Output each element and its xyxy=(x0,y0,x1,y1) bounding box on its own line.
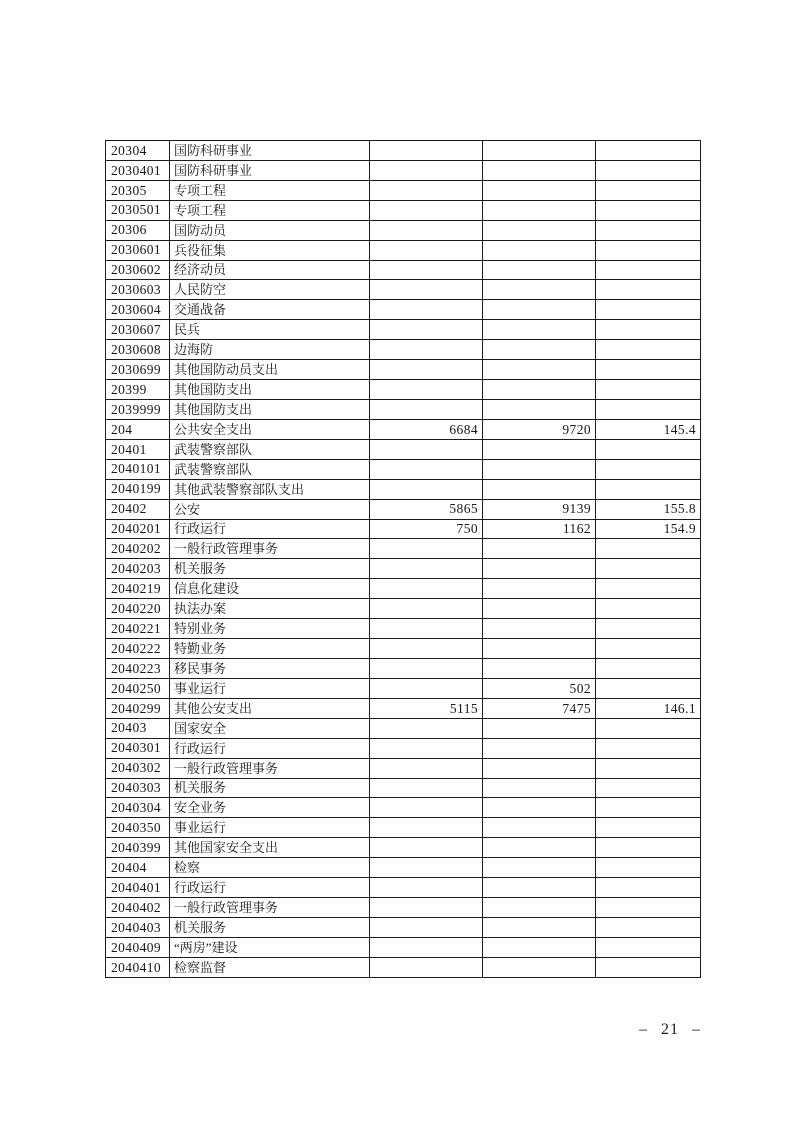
table-row xyxy=(106,619,701,639)
table-row xyxy=(106,539,701,559)
table-row xyxy=(106,180,701,200)
table-row xyxy=(106,499,701,519)
code-cell: 2040202 xyxy=(106,539,170,559)
code-cell: 2040303 xyxy=(106,778,170,798)
code-cell: 2030699 xyxy=(106,360,170,380)
ratio-value-cell xyxy=(596,240,701,260)
code-cell: 20403 xyxy=(106,718,170,738)
adjusted-value-cell xyxy=(483,858,596,878)
item-name-cell: 安全业务 xyxy=(170,798,370,818)
item-name-cell: 行政运行 xyxy=(170,519,370,539)
budget-value-cell xyxy=(370,619,483,639)
adjusted-value-cell xyxy=(483,300,596,320)
ratio-value-cell xyxy=(596,160,701,180)
item-name-cell: 专项工程 xyxy=(170,180,370,200)
adjusted-value-cell xyxy=(483,559,596,579)
budget-value-cell xyxy=(370,858,483,878)
table-row xyxy=(106,479,701,499)
table-row xyxy=(106,778,701,798)
budget-value-cell: 5115 xyxy=(370,698,483,718)
item-name-cell: 其他武装警察部队支出 xyxy=(170,479,370,499)
table-row xyxy=(106,360,701,380)
table-row xyxy=(106,658,701,678)
budget-value-cell xyxy=(370,141,483,161)
adjusted-value-cell xyxy=(483,838,596,858)
item-name-cell: 兵役征集 xyxy=(170,240,370,260)
table-row xyxy=(106,380,701,400)
budget-value-cell xyxy=(370,957,483,977)
budget-value-cell xyxy=(370,758,483,778)
adjusted-value-cell: 9720 xyxy=(483,419,596,439)
adjusted-value-cell xyxy=(483,360,596,380)
code-cell: 20306 xyxy=(106,220,170,240)
budget-value-cell xyxy=(370,399,483,419)
table-row xyxy=(106,698,701,718)
table-row xyxy=(106,260,701,280)
table-row xyxy=(106,917,701,937)
ratio-value-cell xyxy=(596,838,701,858)
budget-value-cell xyxy=(370,639,483,659)
adjusted-value-cell xyxy=(483,280,596,300)
adjusted-value-cell xyxy=(483,957,596,977)
budget-value-cell xyxy=(370,798,483,818)
adjusted-value-cell xyxy=(483,380,596,400)
budget-value-cell xyxy=(370,180,483,200)
adjusted-value-cell xyxy=(483,320,596,340)
code-cell: 20404 xyxy=(106,858,170,878)
adjusted-value-cell xyxy=(483,200,596,220)
table-row xyxy=(106,160,701,180)
budget-value-cell: 6684 xyxy=(370,419,483,439)
item-name-cell: 信息化建设 xyxy=(170,579,370,599)
adjusted-value-cell xyxy=(483,240,596,260)
table-row xyxy=(106,459,701,479)
item-name-cell: 交通战备 xyxy=(170,300,370,320)
budget-value-cell xyxy=(370,539,483,559)
table-row xyxy=(106,718,701,738)
ratio-value-cell xyxy=(596,141,701,161)
ratio-value-cell xyxy=(596,917,701,937)
adjusted-value-cell: 502 xyxy=(483,678,596,698)
ratio-value-cell: 154.9 xyxy=(596,519,701,539)
adjusted-value-cell xyxy=(483,260,596,280)
item-name-cell: 边海防 xyxy=(170,340,370,360)
ratio-value-cell xyxy=(596,619,701,639)
budget-value-cell xyxy=(370,678,483,698)
table-row xyxy=(106,838,701,858)
code-cell: 2040401 xyxy=(106,878,170,898)
budget-value-cell: 750 xyxy=(370,519,483,539)
item-name-cell: 国家安全 xyxy=(170,718,370,738)
code-cell: 2040403 xyxy=(106,917,170,937)
budget-value-cell xyxy=(370,599,483,619)
adjusted-value-cell xyxy=(483,399,596,419)
adjusted-value-cell xyxy=(483,459,596,479)
table-row xyxy=(106,220,701,240)
ratio-value-cell xyxy=(596,818,701,838)
ratio-value-cell xyxy=(596,579,701,599)
table-row xyxy=(106,240,701,260)
code-cell: 20399 xyxy=(106,380,170,400)
table-row xyxy=(106,200,701,220)
budget-value-cell xyxy=(370,320,483,340)
table-row xyxy=(106,738,701,758)
code-cell: 2040199 xyxy=(106,479,170,499)
budget-value-cell xyxy=(370,718,483,738)
adjusted-value-cell xyxy=(483,798,596,818)
item-name-cell: 专项工程 xyxy=(170,200,370,220)
ratio-value-cell xyxy=(596,479,701,499)
item-name-cell: 检察监督 xyxy=(170,957,370,977)
ratio-value-cell xyxy=(596,758,701,778)
budget-value-cell xyxy=(370,300,483,320)
code-cell: 2030608 xyxy=(106,340,170,360)
item-name-cell: 国防科研事业 xyxy=(170,141,370,161)
table-row xyxy=(106,141,701,161)
code-cell: 2030603 xyxy=(106,280,170,300)
ratio-value-cell xyxy=(596,439,701,459)
item-name-cell: 机关服务 xyxy=(170,559,370,579)
code-cell: 2040302 xyxy=(106,758,170,778)
table-row xyxy=(106,957,701,977)
item-name-cell: 人民防空 xyxy=(170,280,370,300)
code-cell: 2030501 xyxy=(106,200,170,220)
budget-value-cell xyxy=(370,479,483,499)
budget-value-cell xyxy=(370,898,483,918)
adjusted-value-cell xyxy=(483,160,596,180)
budget-value-cell xyxy=(370,818,483,838)
budget-value-cell xyxy=(370,240,483,260)
adjusted-value-cell xyxy=(483,599,596,619)
ratio-value-cell: 145.4 xyxy=(596,419,701,439)
adjusted-value-cell xyxy=(483,639,596,659)
code-cell: 2040203 xyxy=(106,559,170,579)
code-cell: 2040402 xyxy=(106,898,170,918)
adjusted-value-cell xyxy=(483,141,596,161)
item-name-cell: 国防科研事业 xyxy=(170,160,370,180)
adjusted-value-cell: 9139 xyxy=(483,499,596,519)
table-row xyxy=(106,798,701,818)
adjusted-value-cell xyxy=(483,937,596,957)
item-name-cell: 国防动员 xyxy=(170,220,370,240)
ratio-value-cell xyxy=(596,658,701,678)
adjusted-value-cell xyxy=(483,340,596,360)
table-row xyxy=(106,937,701,957)
adjusted-value-cell xyxy=(483,579,596,599)
ratio-value-cell xyxy=(596,718,701,738)
item-name-cell: 公安 xyxy=(170,499,370,519)
code-cell: 20401 xyxy=(106,439,170,459)
item-name-cell: 一般行政管理事务 xyxy=(170,758,370,778)
code-cell: 2040409 xyxy=(106,937,170,957)
item-name-cell: 其他国防支出 xyxy=(170,399,370,419)
table-row xyxy=(106,419,701,439)
ratio-value-cell xyxy=(596,280,701,300)
page-number: – 21 – xyxy=(639,1021,701,1038)
ratio-value-cell xyxy=(596,878,701,898)
budget-value-cell xyxy=(370,658,483,678)
budget-value-cell xyxy=(370,380,483,400)
ratio-value-cell xyxy=(596,559,701,579)
ratio-value-cell xyxy=(596,459,701,479)
table-row xyxy=(106,280,701,300)
code-cell: 2040350 xyxy=(106,818,170,838)
ratio-value-cell: 155.8 xyxy=(596,499,701,519)
ratio-value-cell xyxy=(596,260,701,280)
adjusted-value-cell xyxy=(483,898,596,918)
budget-value-cell xyxy=(370,160,483,180)
budget-value-cell xyxy=(370,340,483,360)
code-cell: 20304 xyxy=(106,141,170,161)
table-row xyxy=(106,599,701,619)
budget-value-cell xyxy=(370,220,483,240)
item-name-cell: 事业运行 xyxy=(170,678,370,698)
item-name-cell: 移民事务 xyxy=(170,658,370,678)
table-row xyxy=(106,519,701,539)
adjusted-value-cell xyxy=(483,479,596,499)
budget-value-cell xyxy=(370,260,483,280)
code-cell: 2040220 xyxy=(106,599,170,619)
budget-value-cell xyxy=(370,439,483,459)
table-row xyxy=(106,320,701,340)
budget-value-cell xyxy=(370,937,483,957)
ratio-value-cell xyxy=(596,340,701,360)
budget-value-cell xyxy=(370,838,483,858)
budget-value-cell xyxy=(370,778,483,798)
table-row xyxy=(106,639,701,659)
budget-value-cell xyxy=(370,917,483,937)
code-cell: 2040410 xyxy=(106,957,170,977)
budget-value-cell xyxy=(370,200,483,220)
item-name-cell: 其他国防支出 xyxy=(170,380,370,400)
code-cell: 2040101 xyxy=(106,459,170,479)
ratio-value-cell xyxy=(596,599,701,619)
ratio-value-cell xyxy=(596,360,701,380)
table-row xyxy=(106,399,701,419)
ratio-value-cell xyxy=(596,180,701,200)
item-name-cell: 其他国家安全支出 xyxy=(170,838,370,858)
budget-value-cell: 5865 xyxy=(370,499,483,519)
code-cell: 2040250 xyxy=(106,678,170,698)
code-cell: 204 xyxy=(106,419,170,439)
table-row xyxy=(106,579,701,599)
table-row xyxy=(106,559,701,579)
table-row xyxy=(106,678,701,698)
item-name-cell: 特勤业务 xyxy=(170,639,370,659)
ratio-value-cell xyxy=(596,678,701,698)
item-name-cell: 武装警察部队 xyxy=(170,439,370,459)
budget-value-cell xyxy=(370,878,483,898)
table-row xyxy=(106,878,701,898)
ratio-value-cell xyxy=(596,300,701,320)
item-name-cell: 一般行政管理事务 xyxy=(170,898,370,918)
table-row xyxy=(106,439,701,459)
ratio-value-cell xyxy=(596,639,701,659)
item-name-cell: 事业运行 xyxy=(170,818,370,838)
code-cell: 2030602 xyxy=(106,260,170,280)
table-row xyxy=(106,340,701,360)
item-name-cell: 执法办案 xyxy=(170,599,370,619)
ratio-value-cell xyxy=(596,399,701,419)
adjusted-value-cell xyxy=(483,439,596,459)
ratio-value-cell xyxy=(596,858,701,878)
ratio-value-cell xyxy=(596,798,701,818)
code-cell: 2030607 xyxy=(106,320,170,340)
code-cell: 2040219 xyxy=(106,579,170,599)
item-name-cell: 特别业务 xyxy=(170,619,370,639)
ratio-value-cell xyxy=(596,738,701,758)
budget-value-cell xyxy=(370,459,483,479)
ratio-value-cell xyxy=(596,778,701,798)
code-cell: 2040222 xyxy=(106,639,170,659)
adjusted-value-cell xyxy=(483,539,596,559)
item-name-cell: “两房”建设 xyxy=(170,937,370,957)
budget-table-body xyxy=(106,141,701,978)
adjusted-value-cell xyxy=(483,180,596,200)
adjusted-value-cell xyxy=(483,818,596,838)
item-name-cell: 武装警察部队 xyxy=(170,459,370,479)
code-cell: 2040299 xyxy=(106,698,170,718)
item-name-cell: 其他国防动员支出 xyxy=(170,360,370,380)
code-cell: 2040223 xyxy=(106,658,170,678)
ratio-value-cell xyxy=(596,320,701,340)
item-name-cell: 一般行政管理事务 xyxy=(170,539,370,559)
budget-value-cell xyxy=(370,579,483,599)
item-name-cell: 经济动员 xyxy=(170,260,370,280)
code-cell: 20305 xyxy=(106,180,170,200)
item-name-cell: 行政运行 xyxy=(170,878,370,898)
table-row xyxy=(106,858,701,878)
adjusted-value-cell xyxy=(483,658,596,678)
adjusted-value-cell xyxy=(483,718,596,738)
ratio-value-cell xyxy=(596,220,701,240)
item-name-cell: 行政运行 xyxy=(170,738,370,758)
adjusted-value-cell: 1162 xyxy=(483,519,596,539)
item-name-cell: 机关服务 xyxy=(170,917,370,937)
code-cell: 2030401 xyxy=(106,160,170,180)
item-name-cell: 其他公安支出 xyxy=(170,698,370,718)
budget-value-cell xyxy=(370,738,483,758)
ratio-value-cell xyxy=(596,200,701,220)
code-cell: 2040201 xyxy=(106,519,170,539)
adjusted-value-cell xyxy=(483,220,596,240)
code-cell: 2040399 xyxy=(106,838,170,858)
item-name-cell: 机关服务 xyxy=(170,778,370,798)
budget-table xyxy=(105,140,701,978)
ratio-value-cell: 146.1 xyxy=(596,698,701,718)
code-cell: 2040304 xyxy=(106,798,170,818)
table-row xyxy=(106,898,701,918)
code-cell: 2040221 xyxy=(106,619,170,639)
item-name-cell: 民兵 xyxy=(170,320,370,340)
adjusted-value-cell: 7475 xyxy=(483,698,596,718)
table-row xyxy=(106,300,701,320)
ratio-value-cell xyxy=(596,898,701,918)
adjusted-value-cell xyxy=(483,758,596,778)
budget-value-cell xyxy=(370,559,483,579)
adjusted-value-cell xyxy=(483,778,596,798)
ratio-value-cell xyxy=(596,539,701,559)
budget-value-cell xyxy=(370,280,483,300)
ratio-value-cell xyxy=(596,957,701,977)
code-cell: 2040301 xyxy=(106,738,170,758)
item-name-cell: 公共安全支出 xyxy=(170,419,370,439)
code-cell: 2030601 xyxy=(106,240,170,260)
ratio-value-cell xyxy=(596,937,701,957)
adjusted-value-cell xyxy=(483,738,596,758)
ratio-value-cell xyxy=(596,380,701,400)
code-cell: 2039999 xyxy=(106,399,170,419)
item-name-cell: 检察 xyxy=(170,858,370,878)
table-row xyxy=(106,818,701,838)
budget-value-cell xyxy=(370,360,483,380)
code-cell: 2030604 xyxy=(106,300,170,320)
adjusted-value-cell xyxy=(483,917,596,937)
table-row xyxy=(106,758,701,778)
adjusted-value-cell xyxy=(483,878,596,898)
adjusted-value-cell xyxy=(483,619,596,639)
code-cell: 20402 xyxy=(106,499,170,519)
